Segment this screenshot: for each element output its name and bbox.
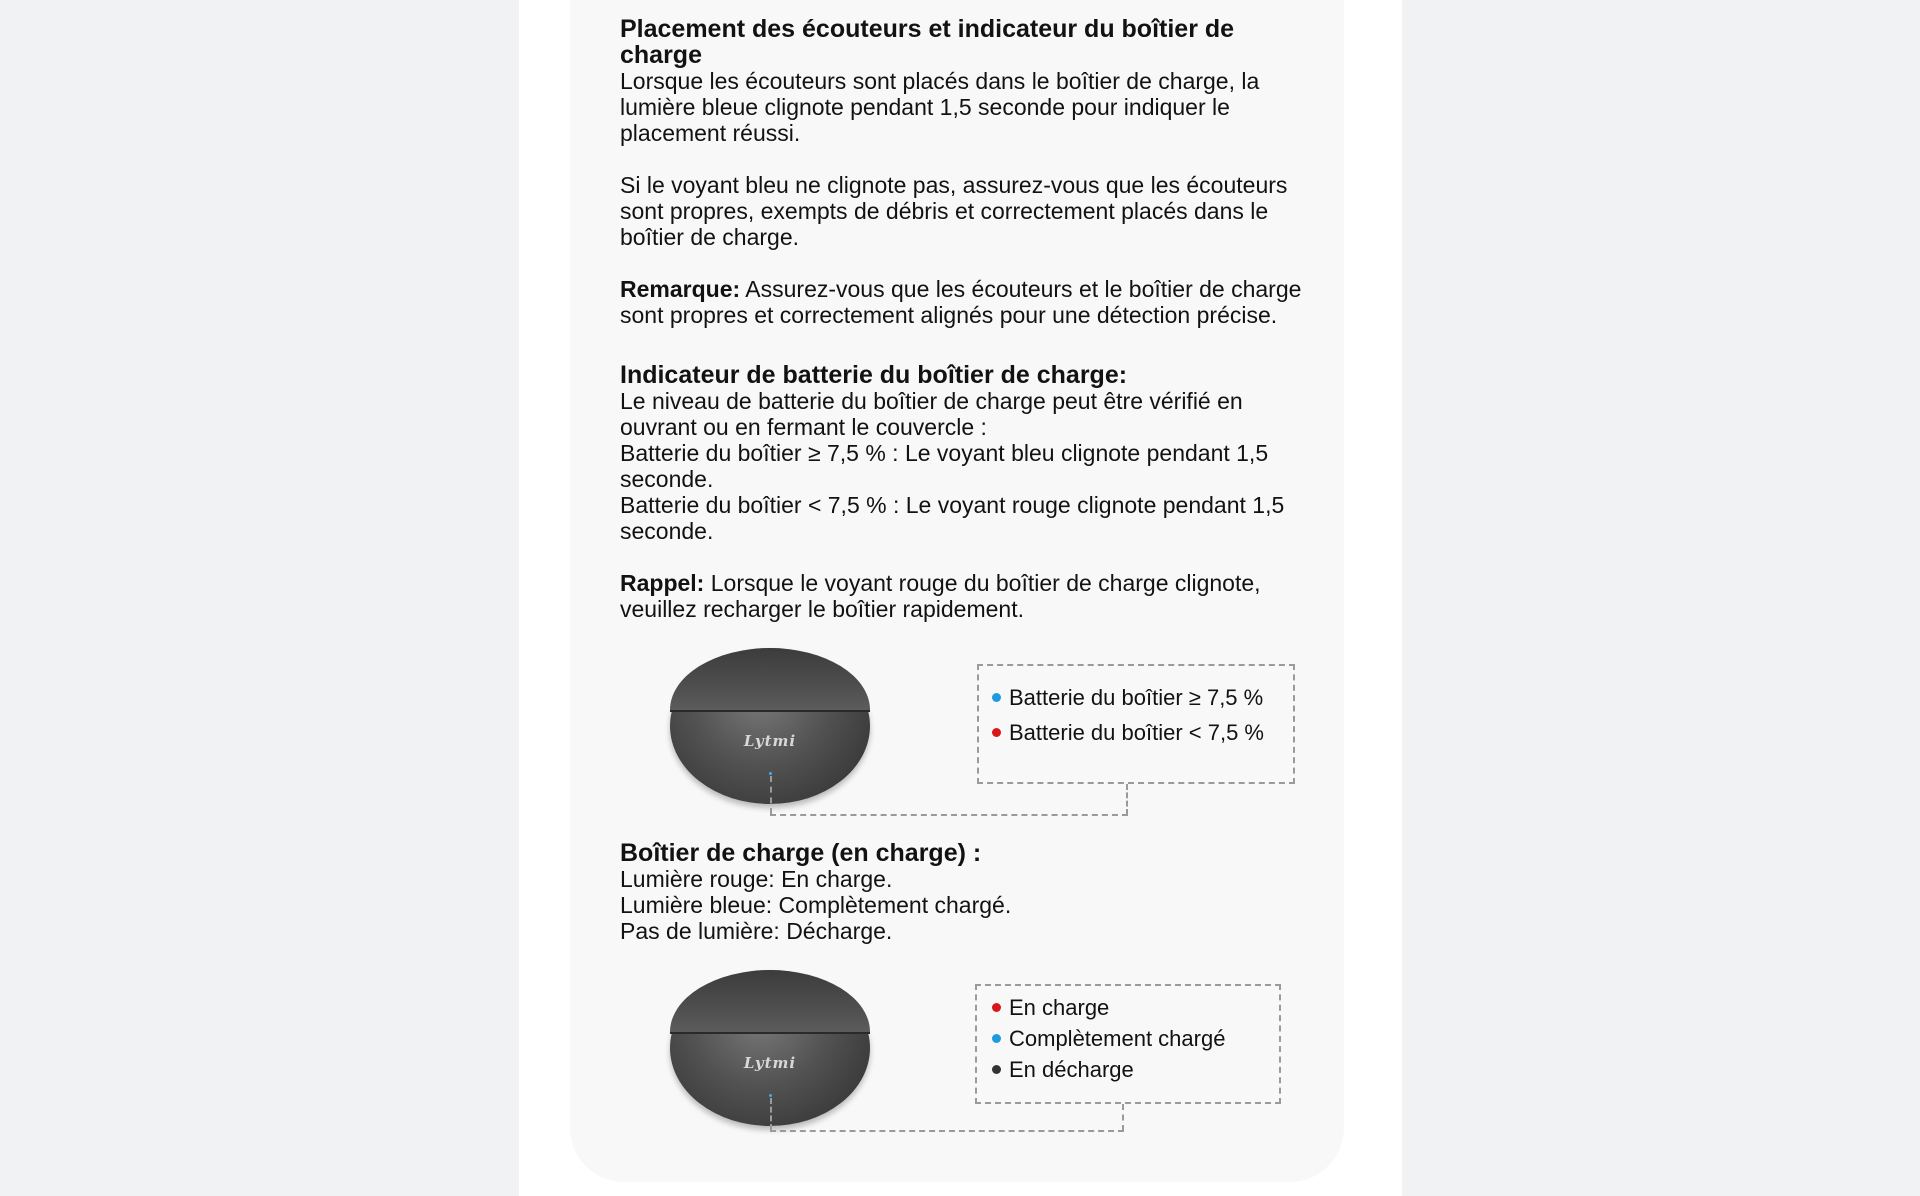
- charging-line-1: Lumière rouge: En charge.: [620, 866, 893, 892]
- battery-title: Indicateur de batterie du boîtier de charge:: [620, 361, 1128, 389]
- case-lid: [670, 648, 870, 712]
- legend-label: Complètement chargé: [1009, 1026, 1226, 1051]
- placement-paragraph-1: Lorsque les écouteurs sont placés dans le boîtier de charge, la lumière bleue clignote pendant 1,5 seconde pour indiquer le placement réussi.: [620, 68, 1260, 146]
- legend-item-discharging: [992, 1058, 1134, 1082]
- callout-line: [770, 776, 772, 814]
- placement-paragraph-2: Si le voyant bleu ne clignote pas, assurez-vous que les écouteurs sont propres, exempts de débris et correctement placés dans le boîtier de charge.: [620, 172, 1288, 250]
- charging-line-3: Pas de lumière: Décharge.: [620, 918, 893, 944]
- charging-figure: [620, 970, 1310, 1152]
- battery-reminder: [620, 570, 1310, 622]
- placement-title: Placement des écouteurs et indicateur du boîtier de charge: [620, 15, 1235, 69]
- brand-logo: Lytmi: [743, 1054, 797, 1072]
- legend-label: Batterie du boîtier ≥ 7,5 %: [1009, 685, 1264, 710]
- battery-line-3: Batterie du boîtier < 7,5 % : Le voyant rouge clignote pendant 1,5 seconde.: [620, 492, 1285, 544]
- reminder-text: Lorsque le voyant rouge du boîtier de charge clignote, veuillez recharger le boîtier rapidement.: [620, 570, 1261, 622]
- led-indicator: [769, 1094, 772, 1097]
- legend-item-battery-low: [992, 721, 1264, 745]
- callout-line: [1126, 784, 1128, 815]
- charging-line-2: Lumière bleue: Complètement chargé.: [620, 892, 1012, 918]
- legend-label: En charge: [1009, 995, 1110, 1020]
- manual-content: [620, 16, 1310, 1152]
- brand-logo: Lytmi: [743, 732, 797, 750]
- callout-line: [770, 814, 1128, 816]
- battery-line-1: Le niveau de batterie du boîtier de charge peut être vérifié en ouvrant ou en fermant le couvercle :: [620, 388, 1243, 440]
- legend-label: En décharge: [1009, 1057, 1134, 1082]
- battery-line-2: Batterie du boîtier ≥ 7,5 % : Le voyant bleu clignote pendant 1,5 seconde.: [620, 440, 1269, 492]
- dark-dot-icon: [992, 1065, 1001, 1074]
- callout-line: [1122, 1104, 1124, 1131]
- legend-item-battery-high: [992, 686, 1263, 710]
- case-lid: [670, 970, 870, 1034]
- placement-note: [620, 276, 1310, 328]
- legend-item-charging: [992, 996, 1109, 1020]
- legend-label: Batterie du boîtier < 7,5 %: [1009, 720, 1264, 745]
- callout-line: [770, 1130, 1124, 1132]
- blue-dot-icon: [992, 1034, 1001, 1043]
- red-dot-icon: [992, 1003, 1001, 1012]
- reminder-label: Rappel:: [620, 570, 705, 596]
- charging-title: Boîtier de charge (en charge) :: [620, 839, 982, 867]
- note-text: Assurez-vous que les écouteurs et le boîtier de charge sont propres et correctement alignés pour une détection précise.: [620, 276, 1302, 328]
- battery-figure: [620, 648, 1310, 836]
- callout-line: [770, 1098, 772, 1130]
- led-indicator: [769, 772, 772, 775]
- red-dot-icon: [992, 728, 1001, 737]
- blue-dot-icon: [992, 693, 1001, 702]
- page: [519, 0, 1402, 1196]
- legend-item-fully-charged: [992, 1027, 1225, 1051]
- note-label: Remarque:: [620, 276, 741, 302]
